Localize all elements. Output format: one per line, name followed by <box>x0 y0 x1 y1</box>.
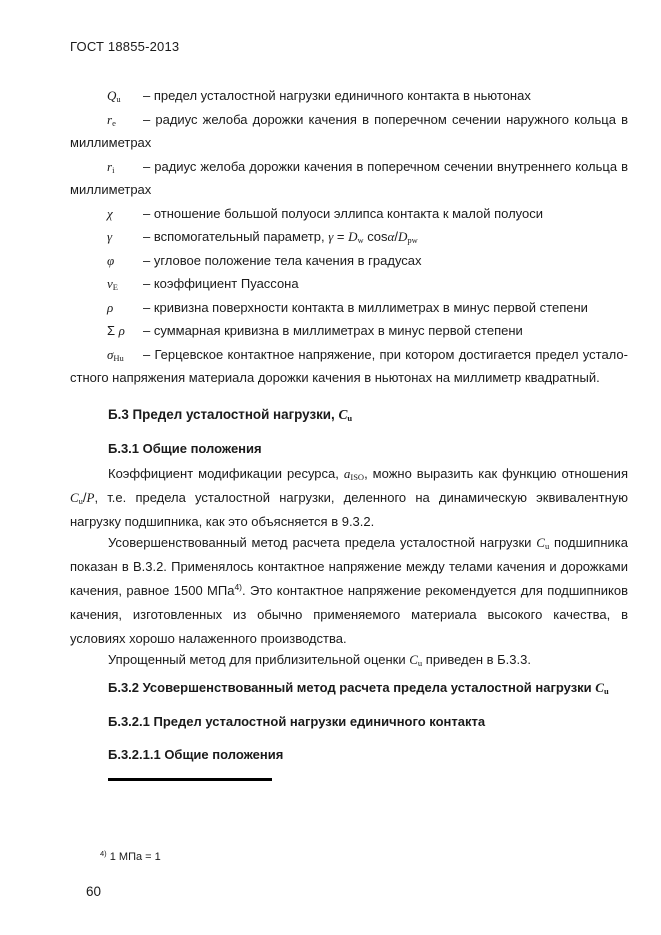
definition-text: – кривизна поверхности контакта в миллиметрах в минус первой степени <box>143 299 588 315</box>
definition-text: – коэффициент Пуассона <box>143 276 299 291</box>
definition-symbol: $\sigma_{Hu}$ <box>107 346 124 363</box>
footnote-text: $^{4)}$ 1 МПа = 1 <box>100 849 161 863</box>
section-heading-b32: Б.3.2 Усовершенствованный метод расчета предела усталостной нагрузки $C_u$ <box>108 679 609 696</box>
definition-item <box>70 225 628 249</box>
definition-symbol: ρ <box>107 299 114 315</box>
definition-text: – суммарная кривизна в миллиметрах в минус первой степени <box>143 323 523 338</box>
document-body <box>70 84 628 767</box>
definition-item <box>70 343 628 390</box>
definition-item <box>70 202 628 226</box>
definition-text: – вспомогательный параметр, $\gamma = D_w$ cosα/$D_{pw}$ <box>143 229 418 245</box>
page-number: 60 <box>86 884 102 899</box>
definition-symbol: $\nu_E$ <box>107 276 118 292</box>
paragraph-simplified-method: Упрощенный метод для приблизительной оценки $C_u$ приведен в Б.3.3. <box>108 651 531 668</box>
definition-symbol: Σ ρ <box>107 323 125 338</box>
footnote-separator-rule <box>108 778 272 781</box>
definition-item <box>70 296 628 320</box>
section-heading-b321: Б.3.2.1 Предел усталостной нагрузки единичного контакта <box>108 713 486 729</box>
definition-item <box>70 108 628 155</box>
section-heading-b3211: Б.3.2.1.1 Общие положения <box>108 746 284 762</box>
definition-symbol: χ <box>107 205 113 221</box>
section-heading-b31: Б.3.1 Общие положения <box>108 440 262 456</box>
definition-symbol: $r_i$ <box>107 158 115 175</box>
definition-symbol: φ <box>107 252 115 268</box>
definition-text: – предел усталостной нагрузки единичного контакта в ньютонах <box>143 88 531 103</box>
definition-symbol: $r_e$ <box>107 111 116 128</box>
paragraph-life-modification-factor: Коэффициент модификации ресурса, $a_{ISO}$, можно выразить как функцию отношения $C_u/P$, т.е. предела усталостной нагрузки, деленного на динамическую эквивалентную нагрузку подшипника, как это объясняется в 9.3.2. <box>70 465 628 529</box>
definition-text: – Герцевское контактное напряжение, при котором достигается предел усталостного напряжения материала дорожки качения в ньютонах на миллиметр квадратный. <box>70 346 628 385</box>
definition-item <box>70 319 628 343</box>
definition-symbol: γ <box>107 229 113 244</box>
symbol-definitions-list <box>70 84 628 390</box>
definition-item <box>70 84 628 108</box>
paragraph-advanced-method: Усовершенствованный метод расчета предела усталостной нагрузки $C_u$ подшипника показан в В.3.2. Применялось контактное напряжение между телами качения и дорожками качения, равное 1500 МПа$^{4)}$. Это контактное напряжение рекомендуется для подшипников качения, изготовленных из обычно применяемого материала высокого качества, в условиях хорошо налаженного производства. <box>70 534 628 646</box>
definition-text: – радиус желоба дорожки качения в поперечном сечении наружного кольца в миллиметрах <box>70 111 628 150</box>
section-heading-b3: Б.3 Предел усталостной нагрузки, $C_u$ <box>108 406 353 423</box>
definition-symbol: $Q_u$ <box>107 88 121 104</box>
definition-text: – радиус желоба дорожки качения в поперечном сечении внутреннего кольца в миллиметрах <box>70 158 628 197</box>
document-title-header: ГОСТ 18855-2013 <box>70 39 180 54</box>
definition-text: – угловое положение тела качения в градусах <box>143 252 422 268</box>
definition-item <box>70 249 628 273</box>
definition-text: – отношение большой полуоси эллипса контакта к малой полуоси <box>143 205 544 221</box>
definition-item <box>70 155 628 202</box>
definition-item <box>70 272 628 296</box>
